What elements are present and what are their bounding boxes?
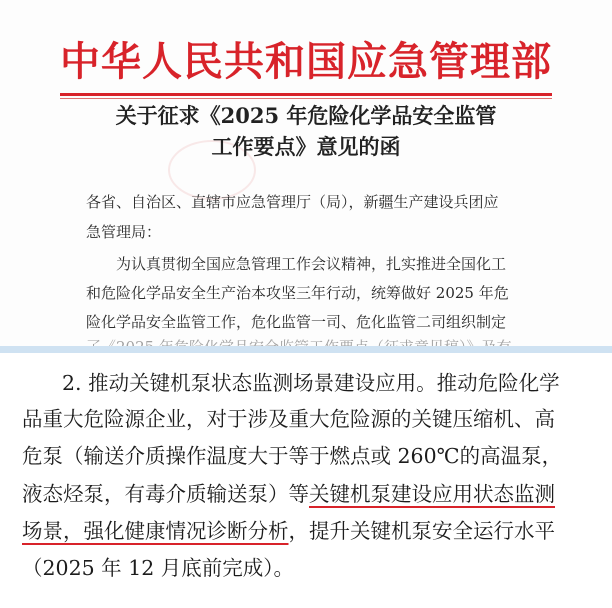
red-header-rule-thin [60,98,552,99]
item-2-line-5-plain: ，提升关键机泵安全运行水平 [288,519,555,543]
item-2-line-3: 危泵（输送介质操作温度大于等于燃点或 260℃的高温泵， [22,444,563,468]
ministry-header: 中华人民共和国应急管理部 [60,38,552,85]
item-2-line-5 [22,517,555,545]
addressee-line-1: 各省、自治区、直辖市应急管理厅（局），新疆生产建设兵团应 [86,193,499,211]
item-2-line-4 [22,480,555,508]
body-paragraph-line-3: 险化学品安全监管工作，危化监管一司、危化监管二司组织制定 [86,313,507,331]
document-title-line-2: 工作要点》意见的函 [211,134,401,159]
item-2-line-2: 品重大危险源企业，对于涉及重大危险源的关键压缩机、高 [22,407,555,431]
document-bottom-excerpt [0,353,612,608]
addressee-line-2: 急管理局： [86,223,162,241]
highlighted-phrase-1: 关键机泵建设应用状态监测 [309,482,555,506]
item-2-line-4-plain: 液态烃泵，有毒介质输送泵）等 [22,482,309,506]
body-paragraph-line-1: 为认真贯彻全国应急管理工作会议精神，扎实推进全国化工 [116,255,507,273]
item-2-line-6: （2025 年 12 月底前完成）。 [22,556,295,580]
document-title-line-1: 关于征求《2025 年危险化学品安全监管 [115,103,497,128]
body-paragraph-line-2: 和危险化学品安全生产治本攻坚三年行动，统筹做好 2025 年危 [86,284,509,302]
section-divider-band [0,346,612,353]
highlighted-phrase-2: 场景，强化健康情况诊断分析 [22,519,289,543]
red-header-rule [60,93,552,96]
item-2-line-1: 2. 推动关键机泵状态监测场景建设应用。推动危险化学 [62,371,560,395]
